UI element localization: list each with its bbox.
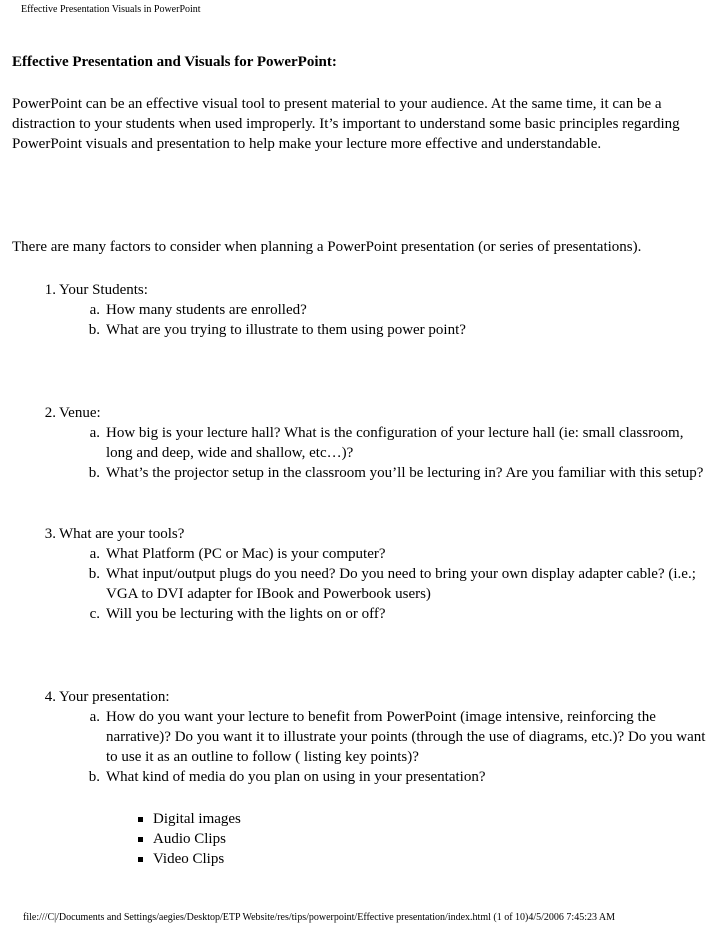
- item-number: 1.: [44, 282, 56, 298]
- bullet-item: [12, 809, 712, 829]
- sub-letter: b.: [88, 322, 100, 338]
- sub-item: [89, 423, 706, 463]
- sub-letter: a.: [89, 546, 100, 562]
- sub-letter: b.: [88, 465, 100, 481]
- sub-list: [12, 423, 712, 483]
- sub-letter: b.: [88, 566, 100, 582]
- sub-letter: c.: [89, 606, 100, 622]
- sub-text: What kind of media do you plan on using in your presentation?: [106, 769, 486, 785]
- sub-list: [12, 544, 712, 624]
- item-number: 2.: [44, 405, 56, 421]
- square-bullet-icon: [138, 857, 143, 862]
- document-title: Effective Presentation and Visuals for PowerPoint:: [12, 54, 337, 70]
- item-number: 3.: [44, 526, 56, 542]
- sub-letter: a.: [89, 425, 100, 441]
- bullet-text: Video Clips: [153, 851, 225, 867]
- sub-letter: a.: [89, 302, 100, 318]
- sub-list: [12, 300, 712, 340]
- running-header: Effective Presentation Visuals in PowerPoint: [21, 4, 201, 15]
- sub-item: [89, 544, 706, 564]
- sub-list: [12, 707, 712, 787]
- sub-text: Will you be lecturing with the lights on or off?: [106, 606, 386, 622]
- bullet-item: [12, 849, 712, 869]
- sub-item: [88, 320, 706, 340]
- sub-item: [88, 564, 706, 604]
- square-bullet-icon: [138, 837, 143, 842]
- sub-item: [88, 767, 706, 787]
- bullet-item: [12, 829, 712, 849]
- sub-item: [89, 604, 706, 624]
- media-bullet-list: [12, 809, 712, 869]
- item-label: What are your tools?: [59, 526, 185, 542]
- item-number: 4.: [44, 689, 56, 705]
- sub-letter: a.: [89, 709, 100, 725]
- page-footer-path: file:///C|/Documents and Settings/aegies/Desktop/ETP Website/res/tips/powerpoint/Effective presentation/index.html (1 of 10)4/5/2006 7:45:23 AM: [23, 912, 616, 923]
- sub-text: What are you trying to illustrate to them using power point?: [106, 322, 466, 338]
- item-label: Your presentation:: [59, 689, 170, 705]
- sub-text: How big is your lecture hall? What is the configuration of your lecture hall (ie: small classroom, long and deep, wide and shallow, etc…)?: [106, 425, 684, 461]
- sub-text: What input/output plugs do you need? Do you need to bring your own display adapter cable? (i.e.; VGA to DVI adapter for IBook and Powerbook users): [106, 566, 696, 602]
- item-label: Venue:: [59, 405, 101, 421]
- bullet-text: Audio Clips: [153, 831, 226, 847]
- sub-text: What’s the projector setup in the classroom you’ll be lecturing in? Are you familiar with this setup?: [106, 465, 704, 481]
- intro-paragraph: PowerPoint can be an effective visual tool to present material to your audience. At the same time, it can be a distraction to your students when used improperly. It’s important to understand some basic principles regarding PowerPoint visuals and presentation to help make your lecture more effective and understandable.: [12, 96, 680, 152]
- sub-text: What Platform (PC or Mac) is your computer?: [106, 546, 386, 562]
- factors-paragraph: There are many factors to consider when planning a PowerPoint presentation (or series of presentations).: [12, 239, 642, 255]
- sub-item: [89, 707, 706, 767]
- square-bullet-icon: [138, 817, 143, 822]
- sub-item: [88, 463, 706, 483]
- sub-text: How do you want your lecture to benefit from PowerPoint (image intensive, reinforcing the narrative)? Do you want it to illustrate your points (through the use of diagrams, etc.)? Do you want to use it as an outline to follow ( listing key points)?: [106, 709, 706, 765]
- bullet-text: Digital images: [153, 811, 241, 827]
- sub-item: [89, 300, 706, 320]
- sub-text: How many students are enrolled?: [106, 302, 307, 318]
- sub-letter: b.: [88, 769, 100, 785]
- item-label: Your Students:: [59, 282, 148, 298]
